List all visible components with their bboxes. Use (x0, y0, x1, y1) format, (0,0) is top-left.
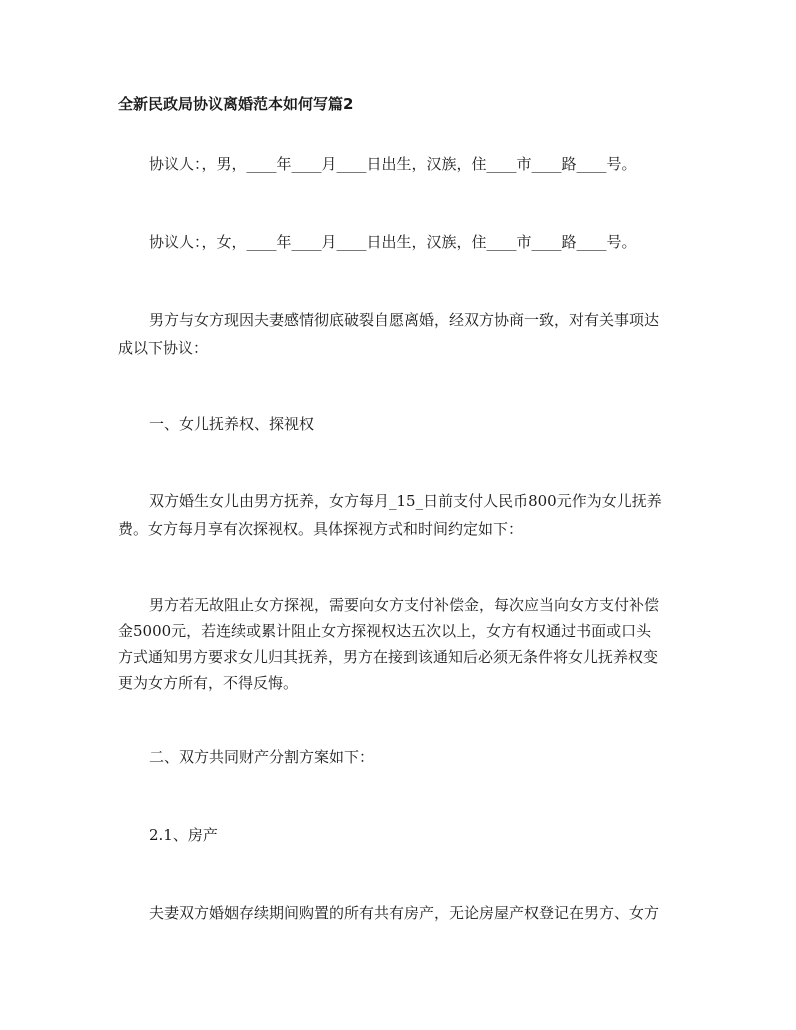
section-heading-custody: 一、女儿抚养权、探视权 (149, 415, 315, 433)
party-male-line: 协议人：，男，____年____月____日出生，汉族，住____市____路____号。 (149, 155, 637, 173)
custody-line-2: 费。女方每月享有次探视权。具体探视方式和时间约定如下： (118, 520, 524, 538)
compensation-line-4: 更为女方所有，不得反悔。 (118, 674, 299, 692)
party-female-line: 协议人：，女，____年____月____日出生，汉族，住____市____路____号。 (149, 233, 637, 251)
house-property-line-1: 夫妻双方婚姻存续期间购置的所有共有房产，无论房屋产权登记在男方、女方 (149, 904, 660, 922)
document-title: 全新民政局协议离婚范本如何写篇2 (118, 95, 354, 113)
subsection-heading-house: 2.1、房产 (149, 826, 218, 844)
section-heading-property: 二、双方共同财产分割方案如下： (149, 748, 375, 766)
compensation-line-3: 方式通知男方要求女儿归其抚养，男方在接到该通知后必须无条件将女儿抚养权变 (118, 648, 659, 666)
intro-line-1: 男方与女方现因夫妻感情彻底破裂自愿离婚，经双方协商一致，对有关事项达 (149, 311, 660, 329)
compensation-line-2: 金5000元，若连续或累计阻止女方探视权达五次以上，女方有权通过书面或口头 (118, 622, 652, 640)
custody-line-1: 双方婚生女儿由男方抚养，女方每月_15_日前支付人民币800元作为女儿抚养 (149, 492, 662, 510)
intro-line-2: 成以下协议： (118, 339, 209, 357)
compensation-line-1: 男方若无故阻止女方探视，需要向女方支付补偿金，每次应当向女方支付补偿 (149, 596, 660, 614)
